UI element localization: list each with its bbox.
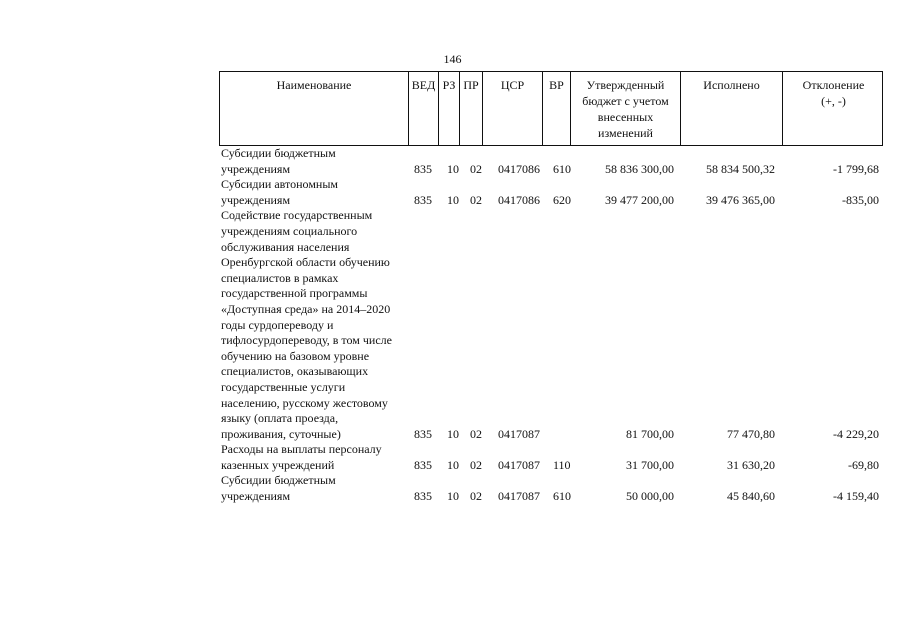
row-name-line: государственной программы bbox=[221, 286, 368, 301]
header-name: Наименование bbox=[220, 72, 409, 145]
row-name-line: специалистов, оказывающих bbox=[221, 364, 369, 379]
header-executed: Исполнено bbox=[681, 72, 783, 145]
ved-cell: 835 bbox=[414, 489, 432, 504]
row-name-line: обслуживания населения bbox=[221, 239, 350, 254]
approved-amount: 31 700,00 bbox=[626, 457, 674, 472]
row-name-line: годы сурдопереводу и bbox=[221, 317, 334, 332]
ved-cell: 835 bbox=[414, 192, 432, 207]
row-name-line: языку (оплата проезда, bbox=[221, 411, 339, 426]
executed-amount: 58 834 500,32 bbox=[706, 161, 775, 176]
deviation-amount: -69,80 bbox=[848, 457, 879, 472]
pr-cell: 02 bbox=[470, 161, 482, 176]
row-name-line: обучению на базовом уровне bbox=[221, 348, 370, 363]
deviation-amount: -835,00 bbox=[842, 192, 879, 207]
row-name bbox=[219, 146, 416, 177]
header-approved-line: внесенных bbox=[597, 110, 654, 124]
table-row bbox=[219, 177, 883, 208]
header-ved: ВЕД bbox=[409, 72, 439, 145]
rz-cell: 10 bbox=[447, 457, 459, 472]
row-name-line: государственные услуги bbox=[221, 379, 346, 394]
executed-amount: 77 470,80 bbox=[727, 426, 775, 441]
approved-amount: 81 700,00 bbox=[626, 426, 674, 441]
row-name-line: Субсидии бюджетным bbox=[221, 473, 336, 488]
deviation-amount: -1 799,68 bbox=[833, 161, 879, 176]
header-approved-line: изменений bbox=[598, 126, 653, 140]
ved-cell: 835 bbox=[414, 426, 432, 441]
rz-cell: 10 bbox=[447, 426, 459, 441]
executed-amount: 45 840,60 bbox=[727, 489, 775, 504]
row-name bbox=[219, 473, 416, 504]
vr-cell: 610 bbox=[553, 161, 571, 176]
row-name-line: Расходы на выплаты персоналу bbox=[221, 442, 382, 457]
deviation-amount: -4 159,40 bbox=[833, 489, 879, 504]
header-deviation bbox=[783, 72, 884, 145]
ved-cell: 835 bbox=[414, 457, 432, 472]
header-csr: ЦСР bbox=[483, 72, 543, 145]
table-body bbox=[219, 146, 883, 505]
table-row bbox=[219, 442, 883, 473]
row-name-line: Субсидии бюджетным bbox=[221, 146, 336, 160]
row-name-line: учреждениям bbox=[221, 192, 291, 207]
row-name bbox=[219, 177, 416, 208]
pr-cell: 02 bbox=[470, 192, 482, 207]
row-name-line: Содействие государственным bbox=[221, 208, 373, 223]
page-number: 146 bbox=[443, 52, 462, 66]
row-name-line: учреждениям bbox=[221, 161, 291, 176]
pr-cell: 02 bbox=[470, 457, 482, 472]
deviation-amount: -4 229,20 bbox=[833, 426, 879, 441]
vr-cell: 610 bbox=[553, 489, 571, 504]
header-pr: ПР bbox=[460, 72, 483, 145]
pr-cell: 02 bbox=[470, 489, 482, 504]
header-approved-line: бюджет с учетом bbox=[582, 94, 669, 108]
row-name bbox=[219, 208, 416, 442]
row-name-line: учреждениям социального bbox=[221, 223, 358, 238]
row-name-line: «Доступная среда» на 2014–2020 bbox=[221, 301, 391, 316]
budget-table bbox=[219, 71, 883, 505]
header-deviation-line: Отклонение bbox=[802, 78, 865, 92]
row-name-line: Субсидии автономным bbox=[221, 177, 338, 192]
header-approved bbox=[571, 72, 681, 145]
row-name-line: тифлосурдопереводу, в том числе bbox=[221, 333, 392, 348]
executed-amount: 39 476 365,00 bbox=[706, 192, 775, 207]
table-row bbox=[219, 146, 883, 177]
row-name-line: населению, русскому жестовому bbox=[221, 395, 388, 410]
csr-cell: 0417087 bbox=[498, 426, 540, 441]
header-vr: ВР bbox=[543, 72, 571, 145]
row-name-line: казенных учреждений bbox=[221, 457, 335, 472]
rz-cell: 10 bbox=[447, 161, 459, 176]
row-name-line: проживания, суточные) bbox=[221, 426, 341, 441]
table-row bbox=[219, 473, 883, 504]
vr-cell: 110 bbox=[553, 457, 571, 472]
row-name-line: Оренбургской области обучению bbox=[221, 255, 390, 270]
csr-cell: 0417087 bbox=[498, 457, 540, 472]
header-rz: РЗ bbox=[439, 72, 460, 145]
approved-amount: 50 000,00 bbox=[626, 489, 674, 504]
executed-amount: 31 630,20 bbox=[727, 457, 775, 472]
approved-amount: 39 477 200,00 bbox=[605, 192, 674, 207]
pr-cell: 02 bbox=[470, 426, 482, 441]
row-name bbox=[219, 442, 416, 473]
rz-cell: 10 bbox=[447, 489, 459, 504]
table-row bbox=[219, 208, 883, 442]
table-header bbox=[219, 71, 883, 146]
csr-cell: 0417086 bbox=[498, 161, 540, 176]
csr-cell: 0417087 bbox=[498, 489, 540, 504]
header-deviation-line: (+, -) bbox=[821, 94, 846, 108]
rz-cell: 10 bbox=[447, 192, 459, 207]
vr-cell: 620 bbox=[553, 192, 571, 207]
csr-cell: 0417086 bbox=[498, 192, 540, 207]
approved-amount: 58 836 300,00 bbox=[605, 161, 674, 176]
row-name-line: специалистов в рамках bbox=[221, 270, 339, 285]
header-approved-line: Утвержденный bbox=[586, 78, 665, 92]
row-name-line: учреждениям bbox=[221, 489, 291, 504]
ved-cell: 835 bbox=[414, 161, 432, 176]
